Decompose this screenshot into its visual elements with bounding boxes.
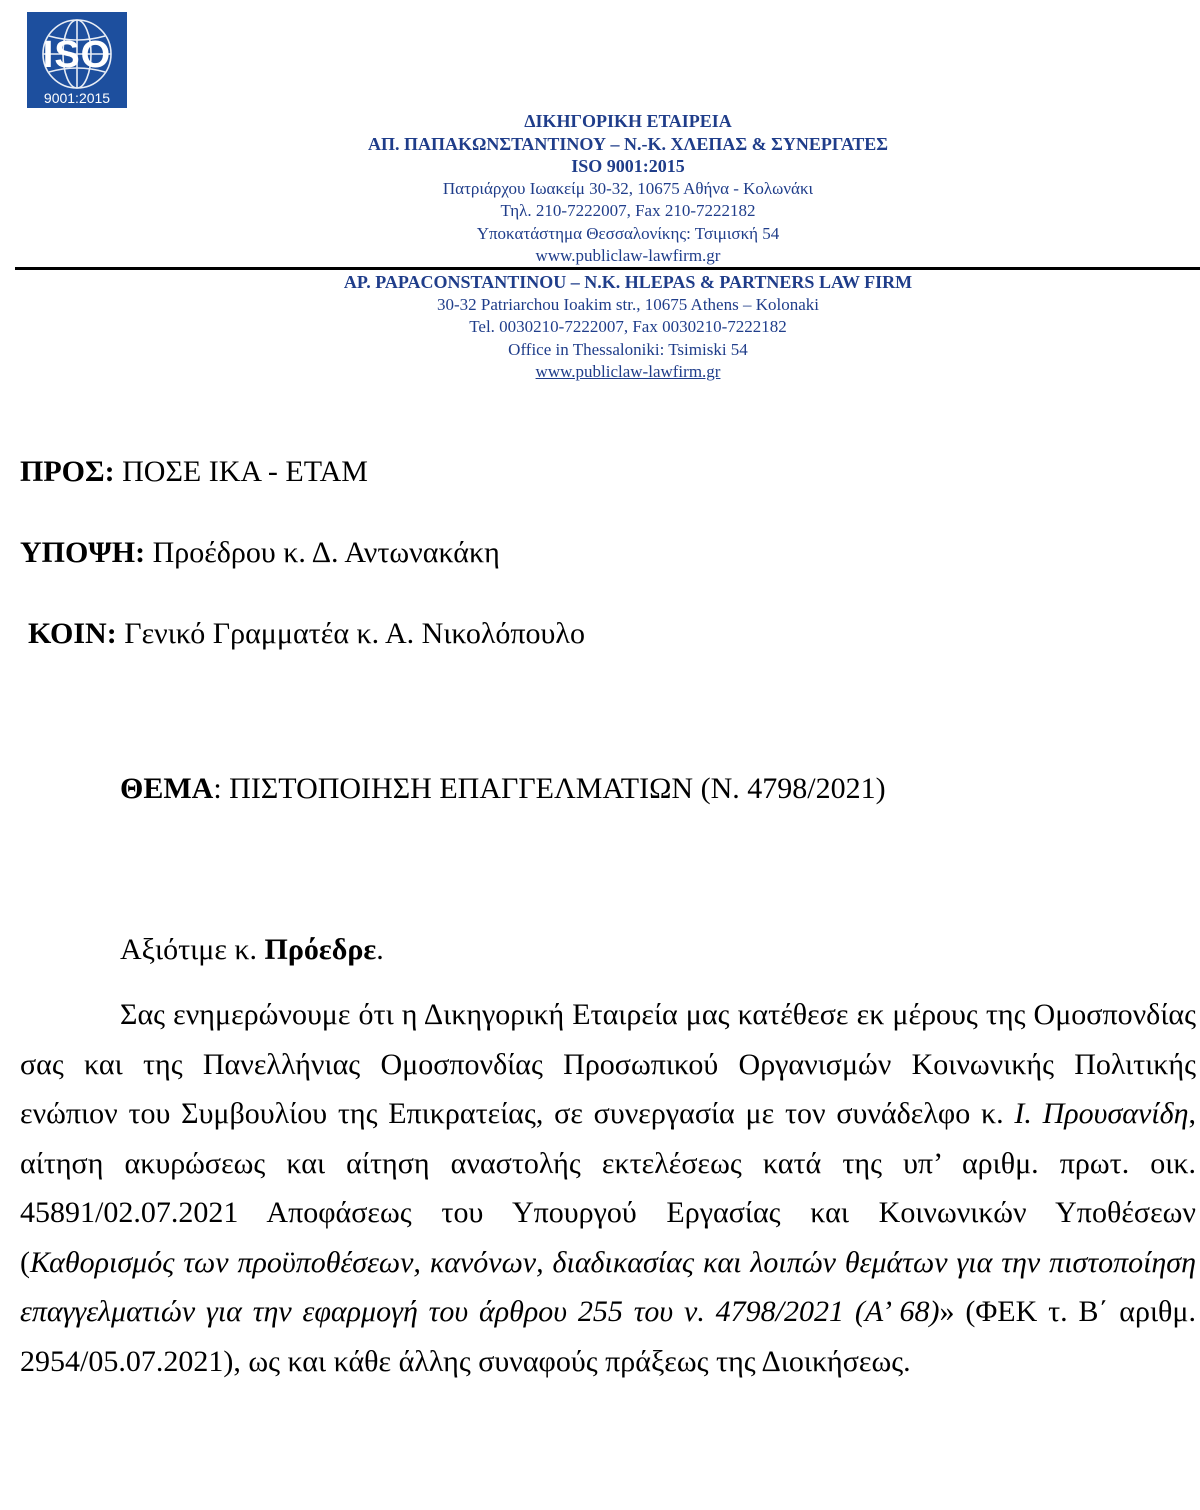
certification: ISO 9001:2015 xyxy=(571,156,685,176)
body-part-2: , αίτηση ακυρώσεως και αίτηση αναστολής εκτελέσεως κατά της υπ’ αριθμ. πρωτ. οικ. 45891/02.07.2021 Αποφάσεως του Υπουργού Εργασίας και Κοινωνικών Υποθέσεων ( xyxy=(20,1097,1196,1279)
firm-name-english: AP. PAPACONSTANTINOU – N.K. HLEPAS & PARTNERS LAW FIRM xyxy=(343,272,913,292)
cc-value: Γενικό Γραμματέα κ. Α. Νικολόπουλο xyxy=(116,617,585,650)
salutation xyxy=(120,933,384,967)
body-paragraph xyxy=(20,990,1196,1386)
letterhead-english xyxy=(28,271,1200,384)
body-part-3: » (ΦΕΚ τ. Β΄ αριθμ. 2954/05.07.2021), ως και κάθε άλλης συναφούς πράξεως της Διοικήσεως. xyxy=(20,1295,1196,1378)
iso-logo xyxy=(27,12,127,108)
attn-value: Προέδρου κ. Δ. Αντωνακάκη xyxy=(145,536,500,569)
to-label: ΠΡΟΣ: xyxy=(20,455,115,488)
branch-english: Office in Thessaloniki: Tsimiski 54 xyxy=(508,339,748,359)
firm-type: ΔΙΚΗΓΟΡΙΚΗ ΕΤΑΙΡΕΙΑ xyxy=(524,111,732,131)
attn-label: ΥΠΟΨΗ: xyxy=(20,536,146,569)
salutation-title: Πρόεδρε xyxy=(264,933,377,966)
recipient-cc xyxy=(28,614,585,654)
branch-greek: Υποκατάστημα Θεσσαλονίκης: Τσιμισκή 54 xyxy=(476,223,780,243)
address-english: 30-32 Patriarchou Ioakim str., 10675 Athens – Kolonaki xyxy=(437,294,819,314)
body-colleague: Ι. Προυσανίδη xyxy=(1014,1097,1189,1130)
subject-line xyxy=(120,772,886,806)
iso-logo-text: ISO xyxy=(42,34,112,76)
recipient-to xyxy=(20,452,368,492)
phone-fax-english: Tel. 0030210-7222007, Fax 0030210-7222182 xyxy=(469,317,787,336)
subject-label: ΘΕΜΑ xyxy=(120,772,214,805)
body-part-1: Σας ενημερώνουμε ότι η Δικηγορική Εταιρεία μας κατέθεσε εκ μέρους της Ομοσπονδίας σας και της Πανελλήνιας Ομοσπονδίας Προσωπικού Οργανισμών Κοινωνικής Πολιτικής ενώπιον του Συμβουλίου της Επικρατείας, σε συνεργασία με τον συνάδελφο κ. xyxy=(20,998,1196,1130)
letterhead-divider xyxy=(15,267,1200,270)
salutation-suffix: . xyxy=(376,933,384,966)
phone-fax-greek: Τηλ. 210-7222007, Fax 210-7222182 xyxy=(500,201,756,220)
salutation-prefix: Αξιότιμε κ. xyxy=(120,933,265,966)
to-value: ΠΟΣΕ ΙΚΑ - ΕΤΑΜ xyxy=(114,455,368,488)
address-greek: Πατριάρχου Ιωακείμ 30-32, 10675 Αθήνα - Κολωνάκι xyxy=(442,178,814,198)
subject-value: : ΠΙΣΤΟΠΟΙΗΣΗ ΕΠΑΓΓΕΛΜΑΤΙΩΝ (Ν. 4798/2021) xyxy=(213,772,886,805)
letterhead-greek xyxy=(28,110,1200,268)
recipient-attention xyxy=(20,533,500,573)
website-greek: www.publiclaw-lawfirm.gr xyxy=(535,246,721,265)
firm-name-greek: ΑΠ. ΠΑΠΑΚΩΝΣΤΑΝΤΙΝΟΥ – Ν.-Κ. ΧΛΕΠΑΣ & ΣΥΝΕΡΓΑΤΕΣ xyxy=(367,133,889,154)
body-decision-title: Καθορισμός των προϋποθέσεων, κανόνων, διαδικασίας και λοιπών θεμάτων για την πιστοποίηση επαγγελματιών για την εφαρμογή του άρθρου 255 του ν. 4798/2021 (Α’ 68) xyxy=(20,1245,1196,1328)
website-link[interactable]: www.publiclaw-lawfirm.gr xyxy=(535,362,721,381)
iso-logo-standard: 9001:2015 xyxy=(43,90,111,106)
cc-label: ΚΟΙΝ: xyxy=(28,617,117,650)
